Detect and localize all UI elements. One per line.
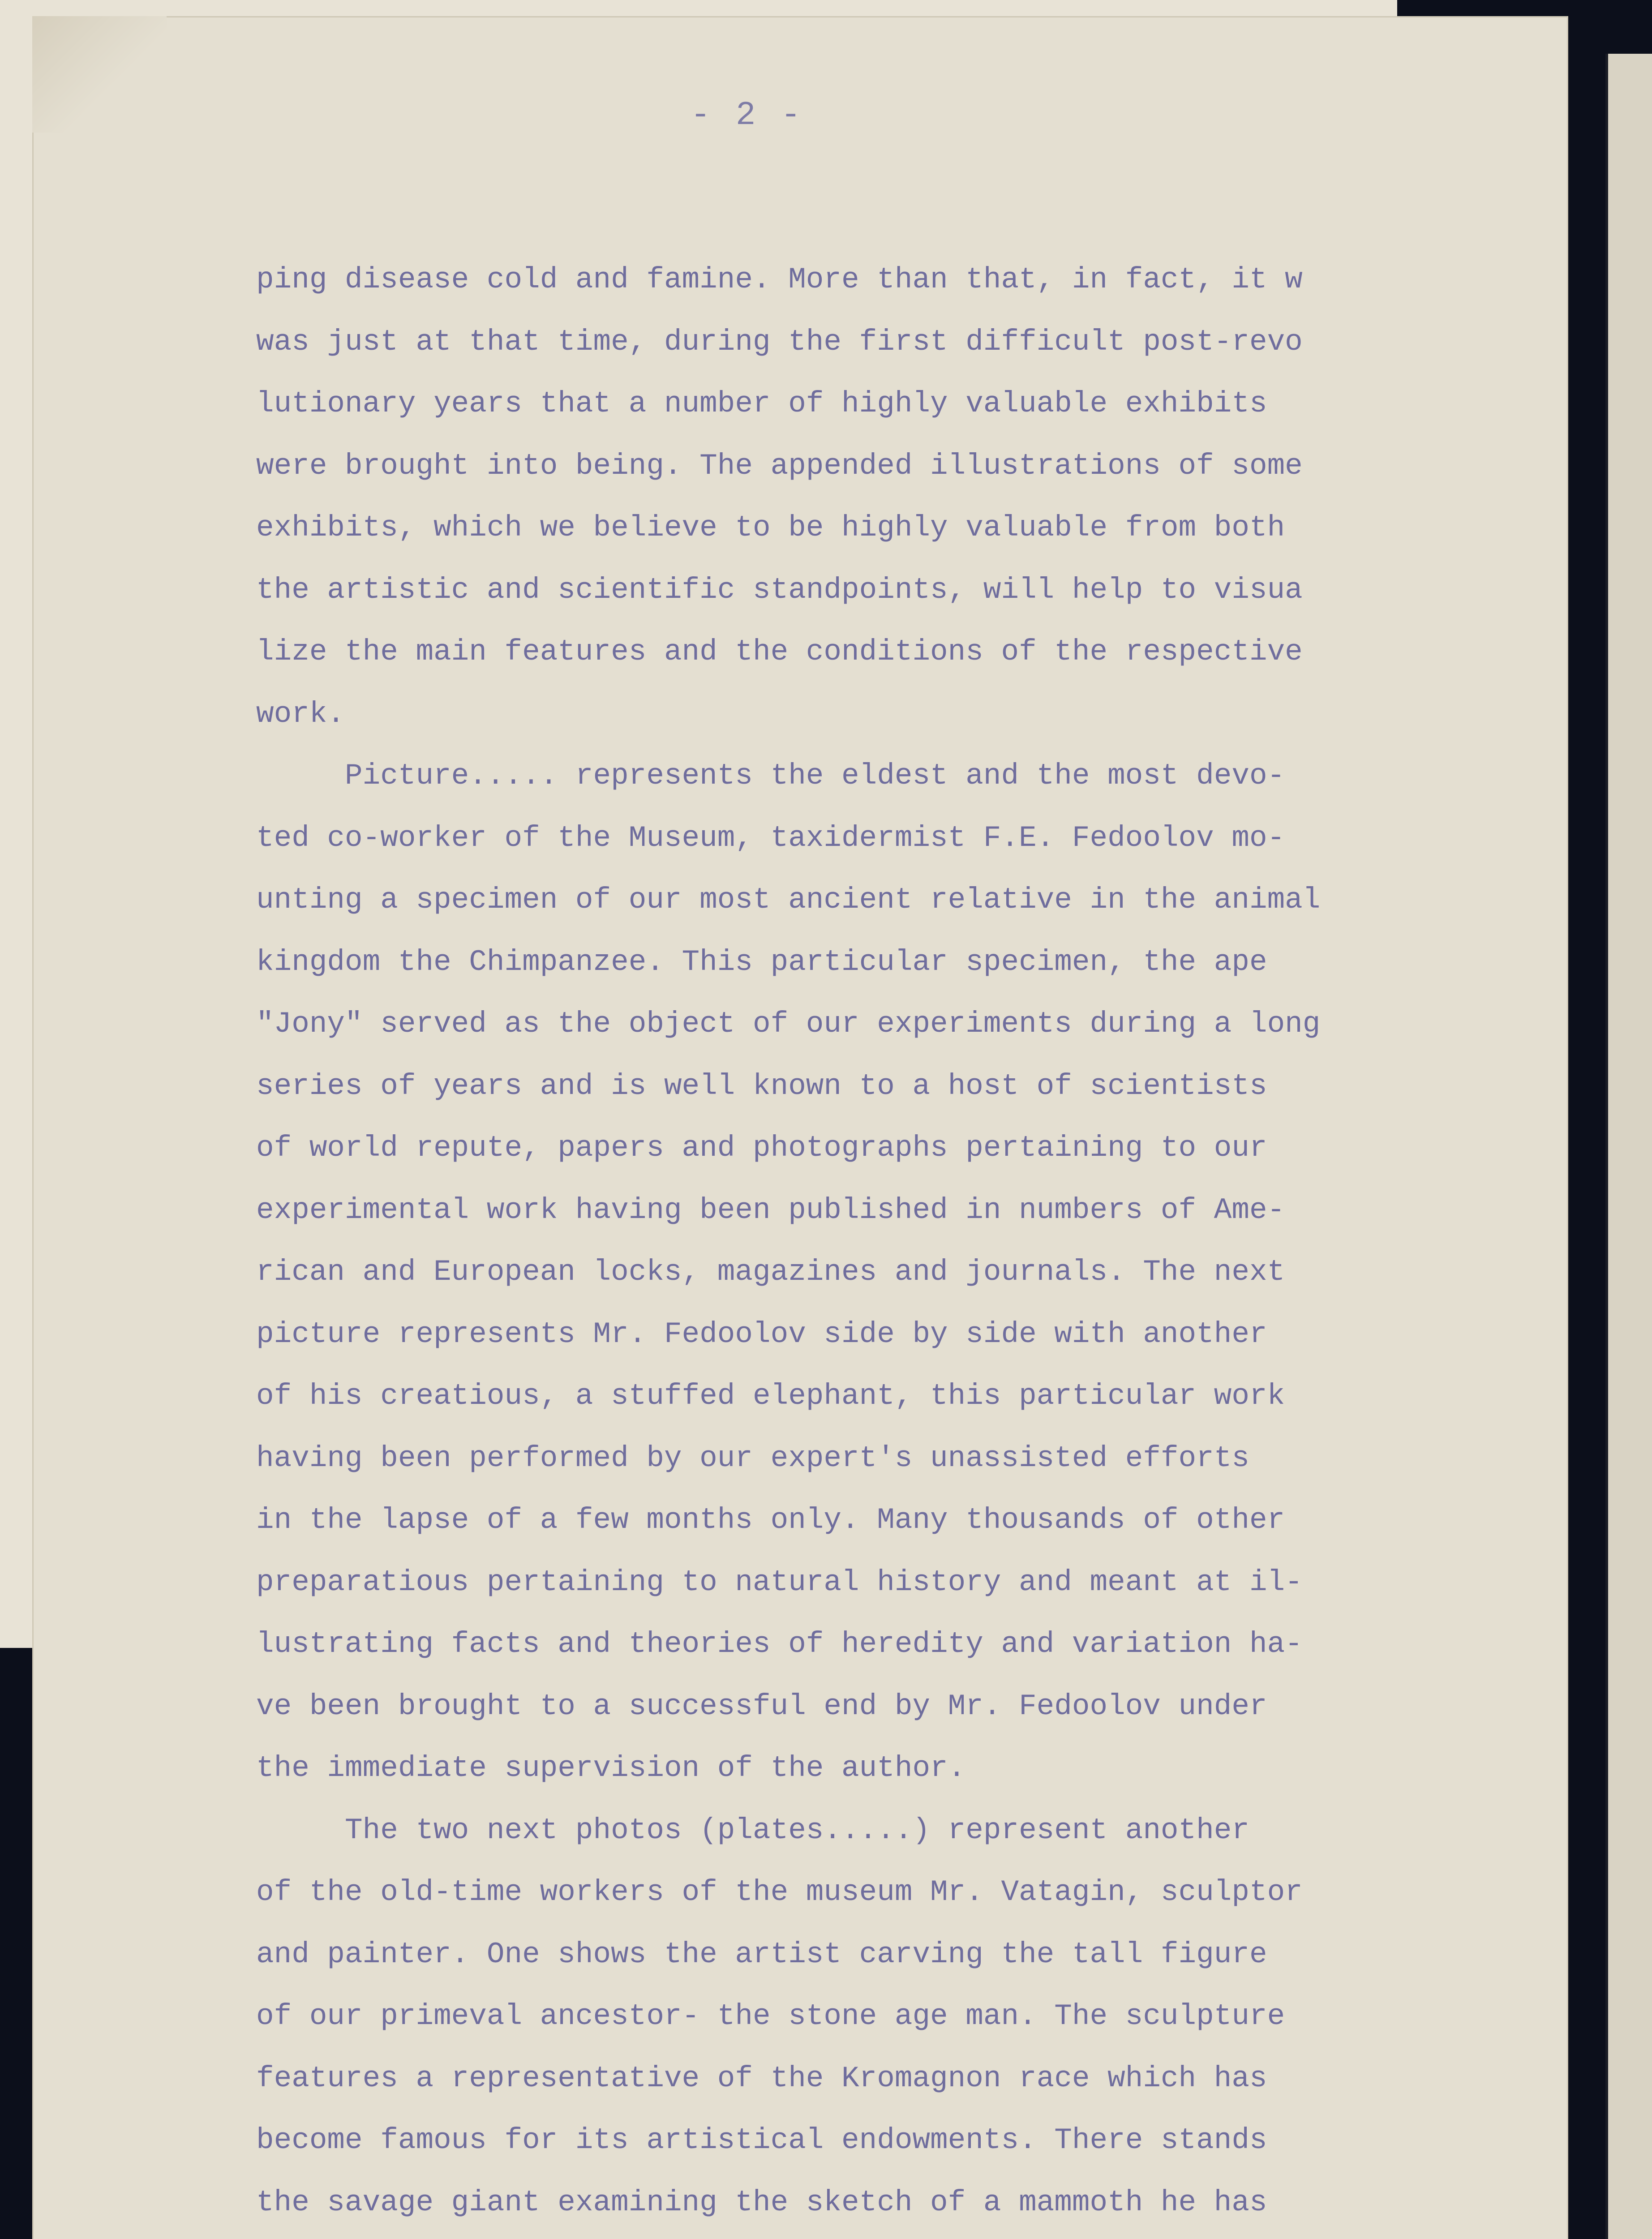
text-line: series of years and is well known to a host of scientists [256,1069,1267,1103]
typed-body-text [256,249,1537,2239]
text-line: lutionary years that a number of highly valuable exhibits [256,387,1267,420]
text-line: lustrating facts and theories of heredity and variation ha- [256,1627,1303,1661]
text-line: were brought into being. The appended illustrations of some [256,449,1303,483]
text-line: and painter. One shows the artist carving the tall figure [256,1937,1267,1971]
text-line: of the old-time workers of the museum Mr. Vatagin, sculptor [256,1875,1303,1909]
text-line: the immediate supervision of the author. [256,1751,966,1785]
text-line [256,2234,1537,2239]
text-line: rican and European locks, magazines and journals. The next [256,1255,1285,1289]
text-line: "Jony" served as the object of our experiments during a long [256,1007,1321,1041]
text-line: The two next photos (plates.....) represent another [256,1813,1249,1847]
text-line: ping disease cold and famine. More than that, in fact, it w [256,263,1303,296]
text-line: lize the main features and the conditions of the respective [256,635,1303,669]
text-line: features a representative of the Kromagnon race which has [256,2061,1267,2095]
text-line: unting a specimen of our most ancient relative in the animal [256,883,1321,917]
text-line: ve been brought to a successful end by Mr. Fedoolov under [256,1689,1267,1723]
text-line: experimental work having been published in numbers of Ame- [256,1193,1285,1227]
text-line: picture represents Mr. Fedoolov side by side with another [256,1317,1267,1351]
adjacent-page-edge [1605,54,1652,2239]
text-line: work. [256,697,345,731]
text-line: kingdom the Chimpanzee. This particular specimen, the ape [256,945,1267,979]
text-line: Picture..... represents the eldest and the most devo- [256,759,1285,793]
document-page [32,16,1568,2239]
text-line: having been performed by our expert's unassisted efforts [256,1441,1249,1475]
text-line: become famous for its artistical endowments. There stands [256,2123,1267,2157]
text-line: of his creatious, a stuffed elephant, this particular work [256,1379,1285,1413]
text-line: the artistic and scientific standpoints, will help to visua [256,573,1303,607]
text-line: of world repute, papers and photographs pertaining to our [256,1131,1267,1165]
page-number: - 2 - [691,97,804,134]
text-line: of our primeval ancestor- the stone age man. The sculpture [256,1999,1285,2033]
text-line: ted co-worker of the Museum, taxidermist F.E. Fedoolov mo- [256,821,1285,855]
text-line: the savage giant examining the sketch of a mammoth he has [256,2185,1267,2219]
text-line: was just at that time, during the first difficult post-revo [256,325,1303,359]
text-line: preparatious pertaining to natural history and meant at il- [256,1565,1303,1599]
text-line: in the lapse of a few months only. Many thousands of other [256,1503,1285,1537]
text-line: exhibits, which we believe to be highly valuable from both [256,511,1285,545]
